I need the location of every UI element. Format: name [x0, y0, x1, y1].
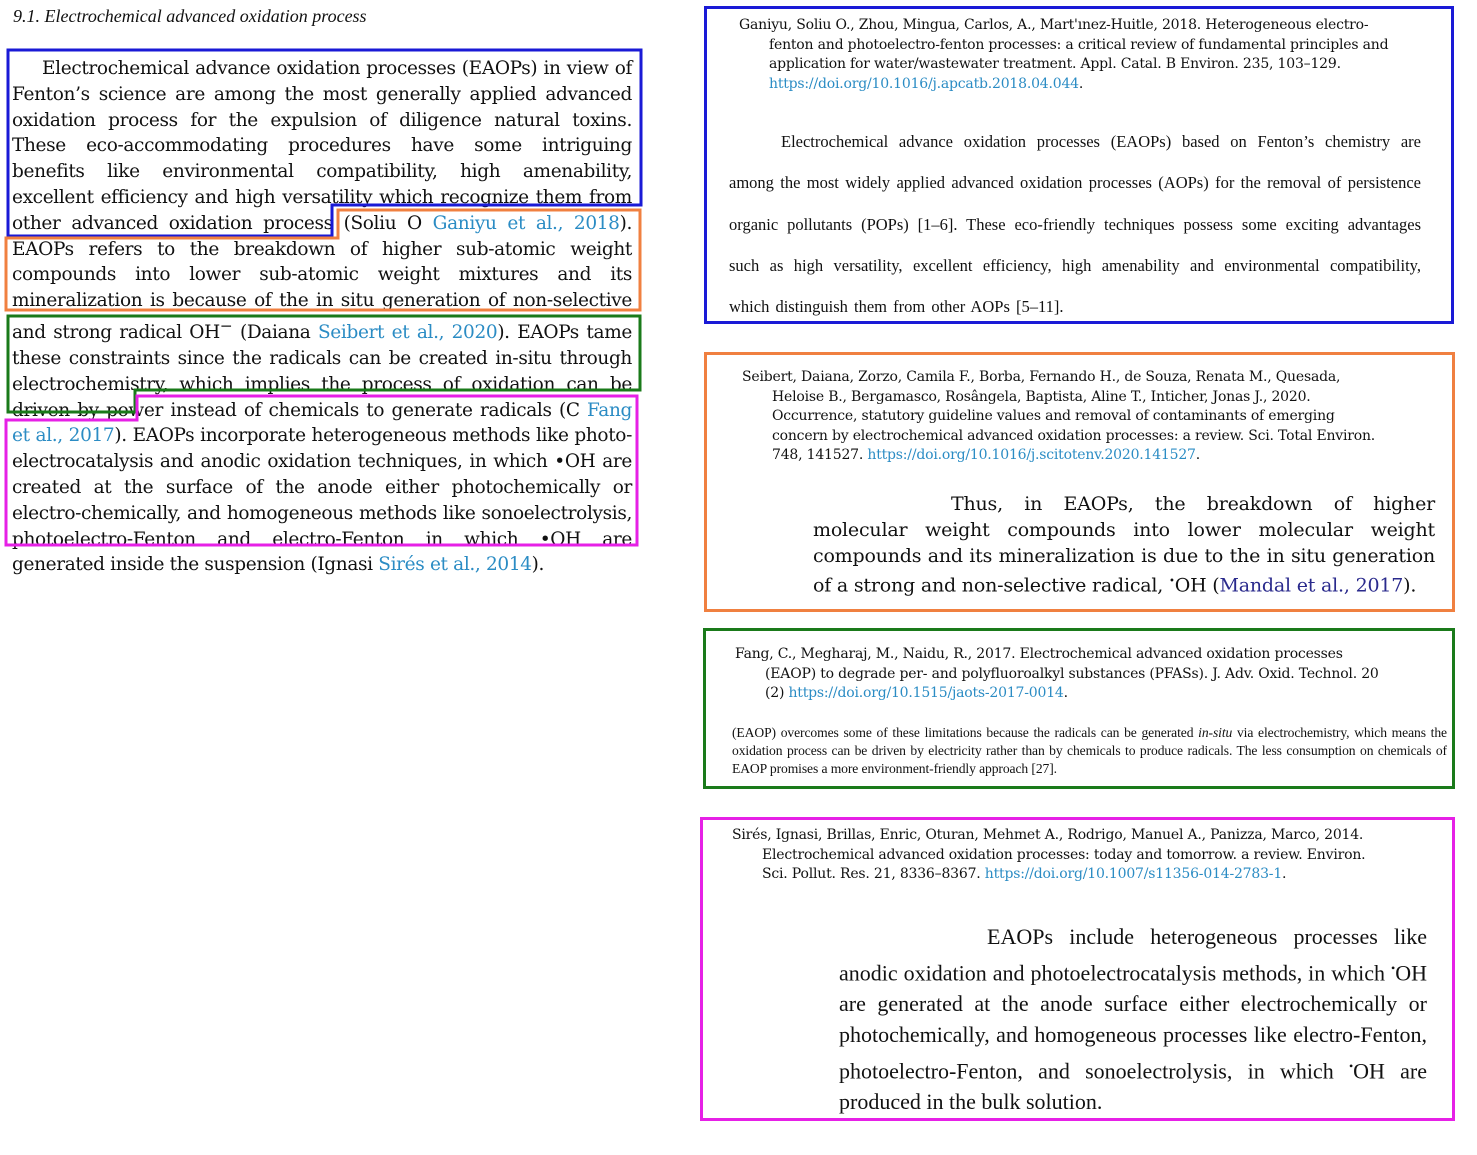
main-text-part-2b: (Daiana: [232, 322, 318, 344]
citation-seibert[interactable]: Seibert et al., 2020: [317, 322, 498, 344]
section-heading: 9.1. Electrochemical advanced oxidation process: [13, 6, 367, 26]
superscript-minus: −: [219, 316, 233, 335]
citation-ganiyu[interactable]: Ganiyu et al., 2018: [432, 212, 620, 234]
reference-end: .: [1195, 447, 1201, 464]
radical-dot: •: [1168, 576, 1175, 587]
excerpt-text-c: ).: [1403, 574, 1417, 597]
excerpt-text-a: Thus, in EAOPs, the breakdown of higher molecular weight compounds into lower molecular weight compounds and its mineralization is due to the in situ generation of a strong and non-selective radical,: [813, 493, 1435, 597]
reference-text: Seibert, Daiana, Zorzo, Camila F., Borba, Fernando H., de Souza, Renata M., Quesada, Heloise B., Bergamasco, Rosângela, Baptista, Aline T., Inticher, Jonas J., 2020. Occurrence, statutory guideline values and removal of contaminants of emerging concern by electrochemical advanced oxidation processes: a review. Sci. Total Environ. 748, 141527.: [742, 369, 1376, 464]
main-text-part-2: ). EAOPs refers to the breakdown of higher sub-atomic weight compounds into lower sub-atomic weight mixtures and its mineralization is because of the in situ generation of non-selective and strong radical OH: [12, 212, 632, 344]
excerpt-text-c: OH are produced in the bulk solution.: [839, 1057, 1427, 1114]
reference-sires: [732, 826, 1382, 885]
main-text-part-5: ).: [531, 554, 545, 576]
main-text-part-4: ). EAOPs incorporate heterogeneous methods like photo-electrocatalysis and anodic oxidation techniques, in which •OH are created at the surface of the anode either photochemically or electro-chemically, and homogeneous methods like sonoelectrolysis, photoelectro-Fenton and electro-Fenton in which •OH are generated inside the suspension (Ignasi: [12, 425, 632, 576]
excerpt-text-b: via electrochemistry, which means the oxidation process can be driven by electricity rather than by chemicals to produce radicals. The less consumption on chemicals of EAOP promises a more environment-friendly approach [27].: [732, 725, 1447, 776]
source-panel-sires: [700, 817, 1455, 1121]
doi-link[interactable]: https://doi.org/10.1016/j.scitotenv.2020.141527: [867, 447, 1196, 464]
excerpt-text-a: EAOPs include heterogeneous processes like anodic oxidation and photoelectrocatalysis methods, in which: [839, 924, 1427, 986]
reference-end: .: [1063, 685, 1068, 702]
excerpt-italic: in-situ: [1198, 725, 1233, 740]
main-text-part-1: Electrochemical advance oxidation processes (EAOPs) in view of Fenton’s science are among the most generally applied advanced oxidation process for the expulsion of diligence natural toxins. These eco-accommodating procedures have some intriguing benefits like environmental compatibility, high amenability, excellent efficiency and high versatility which recognize them from other advanced oxidation process (Soliu O: [12, 58, 632, 234]
excerpt-sires: [839, 922, 1427, 1117]
excerpt-fang: [732, 724, 1447, 778]
source-panel-fang: [703, 628, 1455, 789]
reference-end: .: [1282, 866, 1287, 883]
reference-end: .: [1078, 75, 1084, 92]
doi-link[interactable]: https://doi.org/10.1515/jaots-2017-0014: [788, 685, 1064, 702]
source-panel-ganiyu: [704, 6, 1454, 324]
source-panel-seibert: [704, 352, 1455, 612]
excerpt-seibert: [813, 491, 1435, 598]
doi-link[interactable]: https://doi.org/10.1007/s11356-014-2783-1: [984, 866, 1283, 883]
radical-dot: •: [1348, 1058, 1354, 1073]
doi-link[interactable]: https://doi.org/10.1016/j.apcatb.2018.04.044: [769, 75, 1079, 92]
excerpt-text-b: OH (: [1174, 574, 1220, 597]
excerpt-ganiyu: Electrochemical advance oxidation processes (EAOPs) based on Fenton’s chemistry are among the most widely applied advanced oxidation processes (AOPs) for the removal of persistence organic pollutants (POPs) [1–6]. These eco-friendly techniques possess some exciting advantages such as high versatility, excellent efficiency, high amenability and environmental compatibility, which distinguish them from other AOPs [5–11].: [729, 132, 1421, 317]
citation-sires[interactable]: Sirés et al., 2014: [378, 554, 532, 576]
reference-seibert: [742, 368, 1392, 466]
main-paragraph: [12, 56, 632, 578]
radical-dot: •: [1391, 960, 1396, 975]
reference-ganiyu: [739, 16, 1389, 94]
reference-fang: [735, 645, 1385, 704]
citation-fang[interactable]: Fang et al., 2017: [12, 399, 632, 447]
excerpt-text-b: OH are generated at the anode surface either electrochemically or photochemically, and homogeneous processes like electro-Fenton, photoelectro-Fenton, and sonoelectrolysis, in which: [839, 960, 1427, 1083]
reference-text: Sirés, Ignasi, Brillas, Enric, Oturan, Mehmet A., Rodrigo, Manuel A., Panizza, Marco, 2014. Electrochemical advanced oxidation processes: today and tomorrow. a review. Environ. Sci. Pollut. Res. 21, 8336–8367.: [732, 827, 1366, 883]
excerpt-text-a: (EAOP) overcomes some of these limitations because the radicals can be generated: [732, 725, 1199, 740]
reference-text: Ganiyu, Soliu O., Zhou, Mingua, Carlos, A., Mart'ınez-Huitle, 2018. Heterogeneous electro-fenton and photoelectro-fenton processes: a critical review of fundamental principles and application for water/wastewater treatment. Appl. Catal. B Environ. 235, 103–129.: [739, 17, 1389, 73]
main-text-part-3: ). EAOPs tame these constraints since the radicals can be created in-situ through electrochemistry, which implies the process of oxidation can be driven by power instead of chemicals to generate radicals (C: [12, 322, 632, 421]
citation-mandal[interactable]: Mandal et al., 2017: [1219, 574, 1404, 597]
reference-text: Fang, C., Megharaj, M., Naidu, R., 2017. Electrochemical advanced oxidation processes (EAOP) to degrade per- and polyfluoroalkyl substances (PFASs). J. Adv. Oxid. Technol. 20 (2): [735, 646, 1379, 702]
